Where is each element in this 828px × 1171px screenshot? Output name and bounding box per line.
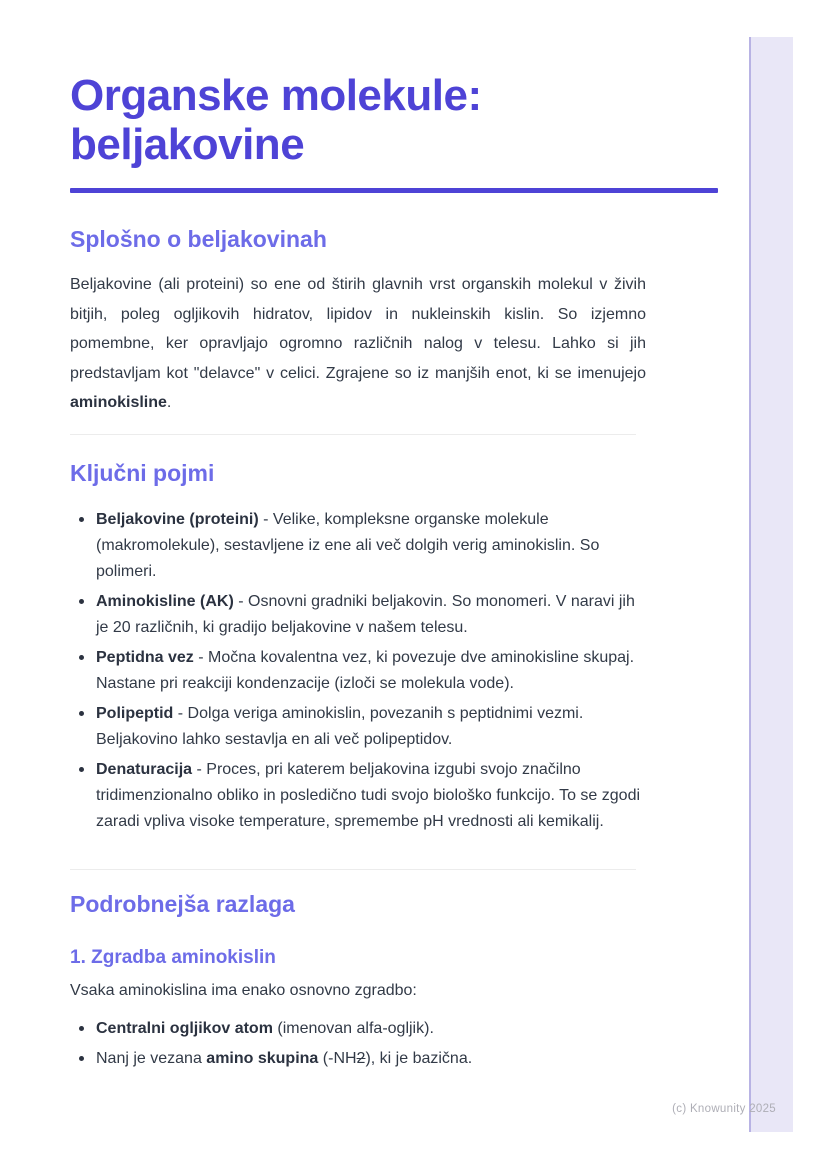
- key-term: Denaturacija: [96, 760, 193, 778]
- key-terms-list: [70, 507, 646, 835]
- key-term: Aminokisline (AK): [96, 592, 234, 610]
- section-divider-2: [70, 869, 636, 870]
- document-content: [70, 0, 646, 1076]
- intro-bold-term: aminokisline: [70, 394, 167, 411]
- key-term-description: - Osnovni gradniki beljakovin. So monomeri. V naravi jih je 20 različnih, ki gradijo beljakovine v našem telesu.: [96, 592, 635, 636]
- key-term: Polipeptid: [96, 704, 174, 722]
- key-term-item-aminokisline: [70, 589, 646, 641]
- key-term-item-polipeptid: [70, 701, 646, 753]
- key-term-item-beljakovine: [70, 507, 646, 585]
- key-term-item-denaturacija: [70, 757, 646, 835]
- page-title-line-1: Organske molekule:: [70, 71, 482, 120]
- structure-intro-text: Vsaka aminokislina ima enako osnovno zgradbo:: [70, 981, 417, 999]
- page-title: [70, 71, 646, 169]
- key-term: Beljakovine (proteini): [96, 510, 259, 528]
- intro-paragraph: [70, 270, 646, 418]
- structure-term: amino skupina: [206, 1049, 319, 1067]
- key-term-description: - Velike, kompleksne organske molekule (makromolekule), sestavljene iz ene ali več dolgih verig aminokislin. So polimeri.: [96, 510, 600, 580]
- formula-close: ), ki je bazična.: [365, 1049, 473, 1067]
- structure-term: Centralni ogljikov atom: [96, 1019, 273, 1037]
- right-accent-stripe: [749, 37, 793, 1132]
- title-underline-rule: [70, 188, 718, 193]
- section-heading-general: Splošno o beljakovinah: [70, 226, 327, 252]
- intro-text-end: .: [166, 394, 172, 411]
- structure-list: [70, 1016, 646, 1072]
- formula-subscript: 2: [356, 1049, 366, 1067]
- page-title-line-2: beljakovine: [70, 120, 305, 169]
- structure-item-amino-group: [70, 1046, 646, 1072]
- section-heading-key-terms: Ključni pojmi: [70, 459, 215, 486]
- key-term-item-peptidna-vez: [70, 645, 646, 697]
- watermark: (c) Knowunity 2025: [672, 1103, 776, 1115]
- structure-description: (imenovan alfa-ogljik).: [277, 1019, 434, 1037]
- key-term: Peptidna vez: [96, 648, 194, 666]
- section-heading-detail: Podrobnejša razlaga: [70, 890, 295, 917]
- subsection-heading-structure: 1. Zgradba aminokislin: [70, 946, 276, 968]
- formula-open: (-NH: [322, 1049, 357, 1067]
- structure-text-before: Nanj je vezana: [96, 1049, 202, 1067]
- key-term-description: - Dolga veriga aminokislin, povezanih s peptidnimi vezmi. Beljakovino lahko sestavlja en ali več polipeptidov.: [96, 704, 584, 748]
- section-divider-1: [70, 434, 636, 435]
- intro-text: Beljakovine (ali proteini) so ene od štirih glavnih vrst organskih molekul v živih bitjih, poleg ogljikovih hidratov, lipidov in nukleinskih kislin. So izjemno pomembne, ker opravljajo ogromno različnih nalog v telesu. Lahko si jih predstavljam kot "delavce" v celici. Zgrajene so iz manjših enot, ki se imenujejo: [70, 276, 646, 382]
- key-term-description: - Močna kovalentna vez, ki povezuje dve aminokisline skupaj. Nastane pri reakciji kondenzacije (izloči se molekula vode).: [96, 648, 635, 692]
- key-term-description: - Proces, pri katerem beljakovina izgubi svojo značilno tridimenzionalno obliko in posledično tudi svojo biološko funkcijo. To se zgodi zaradi vpliva visoke temperature, spremembe pH vrednosti ali kemikalij.: [96, 760, 641, 830]
- structure-item-central-carbon: [70, 1016, 646, 1042]
